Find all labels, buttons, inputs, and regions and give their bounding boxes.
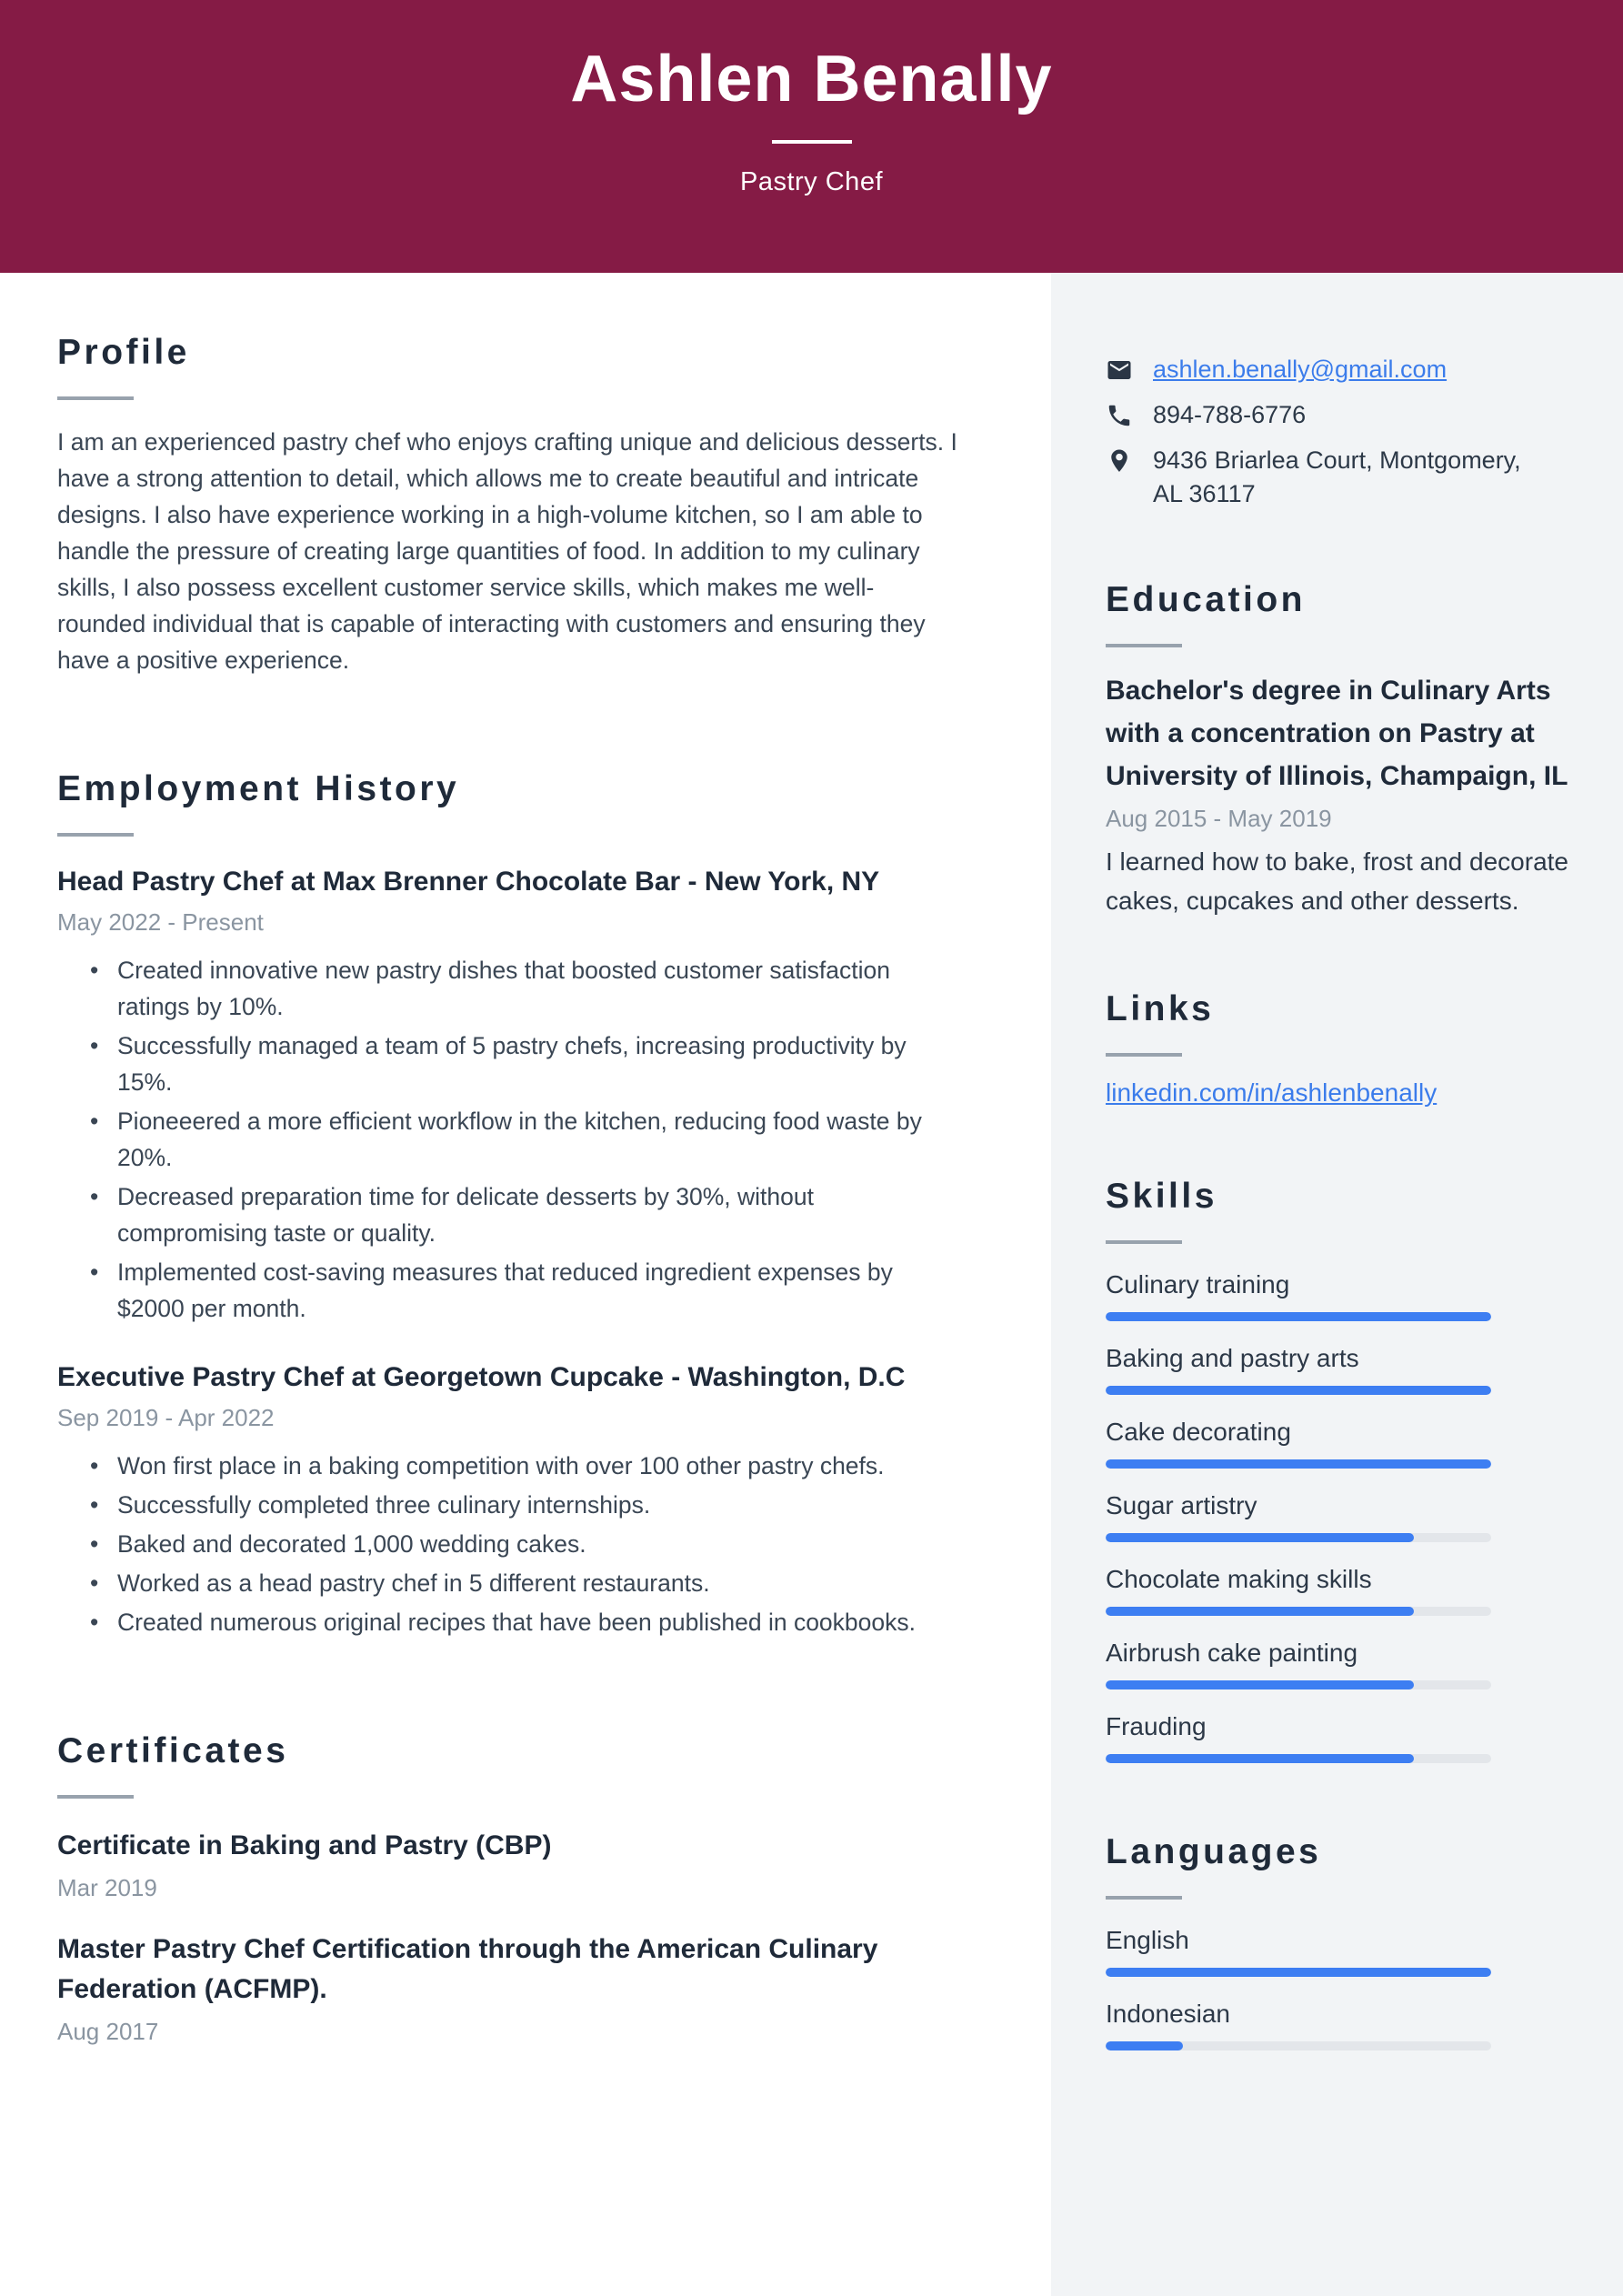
job-dates: May 2022 - Present [57, 908, 264, 936]
job-bullet: • Worked as a head pastry chef in 5 different restaurants. [117, 1565, 958, 1601]
skill-item [1106, 1417, 1573, 1469]
skill-item [1106, 1343, 1573, 1395]
section-divider [57, 833, 134, 837]
contact-address-row [1106, 444, 1573, 511]
certificate-title: Certificate in Baking and Pastry (CBP) [57, 1830, 552, 1860]
skill-item [1106, 1638, 1573, 1689]
phone-number: 894-788-6776 [1153, 401, 1307, 428]
education-description: I learned how to bake, frost and decorate cakes, cupcakes and other desserts. [1106, 847, 1568, 915]
education-dates: Aug 2015 - May 2019 [1106, 805, 1332, 832]
job-bullet: • Pioneeered a more efficient workflow in the kitchen, reducing food waste by 20%. [117, 1103, 958, 1176]
certificate-list [57, 1826, 974, 2046]
job-bullet: • Decreased preparation time for delicate desserts by 30%, without compromising taste or quality. [117, 1178, 958, 1251]
language-item [1106, 1999, 1573, 2050]
bar-fill [1106, 1533, 1414, 1542]
section-divider [57, 396, 134, 400]
job-bullet: • Implemented cost-saving measures that reduced ingredient expenses by $2000 per month. [117, 1254, 958, 1327]
bar-track [1106, 1680, 1491, 1689]
section-divider [57, 1795, 134, 1799]
person-name: Ashlen Benally [570, 43, 1053, 115]
bar-label: Airbrush cake painting [1106, 1639, 1358, 1667]
bar-track [1106, 1533, 1491, 1542]
skill-item [1106, 1564, 1573, 1616]
degree-title: Bachelor's degree in Culinary Arts with a concentration on Pastry at University of Illinois, Champaign, IL [1106, 676, 1568, 791]
header-banner [0, 0, 1623, 273]
certificate-title: Master Pastry Chef Certification through the American Culinary Federation (ACFMP). [57, 1934, 878, 2004]
employment-heading: Employment History [57, 769, 460, 808]
bar-label: Indonesian [1106, 2000, 1231, 2028]
bar-label: Culinary training [1106, 1270, 1290, 1298]
job-bullet: • Created innovative new pastry dishes that boosted customer satisfaction ratings by 10%. [117, 952, 958, 1025]
job-title: Executive Pastry Chef at Georgetown Cupcake - Washington, D.C [57, 1362, 906, 1392]
sidebar [1051, 273, 1623, 2296]
job-dates: Sep 2019 - Apr 2022 [57, 1404, 275, 1431]
languages-section [1106, 1832, 1573, 2050]
job-bullet-list [57, 1448, 974, 1640]
skills-heading: Skills [1106, 1177, 1217, 1216]
linkedin-link[interactable]: linkedin.com/in/ashlenbenally [1106, 1078, 1438, 1107]
email-icon [1106, 356, 1133, 384]
bar-label: Chocolate making skills [1106, 1565, 1372, 1593]
language-item [1106, 1925, 1573, 1977]
job-bullet: • Successfully managed a team of 5 pastry chefs, increasing productivity by 15%. [117, 1028, 958, 1100]
job-entry [57, 864, 974, 1327]
bar-fill [1106, 1312, 1491, 1321]
skill-item [1106, 1711, 1573, 1763]
bar-fill [1106, 2041, 1183, 2050]
employment-section [57, 769, 974, 1640]
bar-track [1106, 1459, 1491, 1469]
profile-section [57, 333, 974, 678]
certificate-entry [57, 1930, 974, 2046]
language-list [1106, 1925, 1573, 2050]
job-list [57, 864, 974, 1640]
address-text: 9436 Briarlea Court, Montgomery, AL 36117 [1153, 446, 1521, 507]
job-entry [57, 1359, 974, 1640]
bar-track [1106, 1312, 1491, 1321]
bar-track [1106, 1386, 1491, 1395]
profile-heading: Profile [57, 333, 190, 372]
education-section [1106, 580, 1573, 920]
bar-track [1106, 1607, 1491, 1616]
certificate-date: Aug 2017 [57, 2018, 159, 2045]
main-column [0, 273, 1051, 2296]
education-heading: Education [1106, 580, 1307, 619]
contact-phone-row [1106, 398, 1573, 432]
links-heading: Links [1106, 989, 1215, 1028]
certificate-entry [57, 1826, 974, 1902]
link-list [1106, 1078, 1573, 1108]
bar-label: English [1106, 1926, 1189, 1954]
content-columns [0, 273, 1623, 2296]
languages-heading: Languages [1106, 1832, 1322, 1871]
bar-track [1106, 1754, 1491, 1763]
header-divider [772, 140, 852, 144]
skills-section [1106, 1177, 1573, 1763]
bar-track [1106, 1968, 1491, 1977]
certificate-date: Mar 2019 [57, 1874, 157, 1901]
section-divider [1106, 1240, 1182, 1244]
section-divider [1106, 1896, 1182, 1900]
skill-item [1106, 1490, 1573, 1542]
skill-list [1106, 1269, 1573, 1763]
bar-fill [1106, 1386, 1491, 1395]
skill-item [1106, 1269, 1573, 1321]
job-role-subtitle: Pastry Chef [740, 166, 883, 196]
bar-fill [1106, 1459, 1491, 1469]
phone-icon [1106, 402, 1133, 429]
job-bullet: • Successfully completed three culinary internships. [117, 1487, 958, 1523]
bar-label: Cake decorating [1106, 1418, 1291, 1446]
contact-email-row [1106, 353, 1573, 386]
certificates-heading: Certificates [57, 1731, 289, 1770]
job-bullet-list [57, 952, 974, 1327]
bar-label: Frauding [1106, 1712, 1207, 1740]
links-section [1106, 989, 1573, 1108]
section-divider [1106, 1053, 1182, 1057]
section-divider [1106, 644, 1182, 647]
bar-fill [1106, 1607, 1414, 1616]
bar-fill [1106, 1754, 1414, 1763]
location-icon [1106, 447, 1133, 475]
bar-label: Baking and pastry arts [1106, 1344, 1359, 1372]
bar-fill [1106, 1680, 1414, 1689]
bar-fill [1106, 1968, 1491, 1977]
job-bullet: • Created numerous original recipes that have been published in cookbooks. [117, 1604, 958, 1640]
job-bullet: • Won first place in a baking competition with over 100 other pastry chefs. [117, 1448, 958, 1484]
profile-text: I am an experienced pastry chef who enjoys crafting unique and delicious desserts. I have a strong attention to detail, which allows me to create beautiful and intricate designs. I also have experience working in a high-volume kitchen, so I am able to handle the pressure of creating large quantities of food. In addition to my culinary skills, I also possess excellent customer service skills, which makes me well-rounded individual that is capable of interacting with customers and ensuring they have a positive experience. [57, 428, 957, 674]
bar-label: Sugar artistry [1106, 1491, 1257, 1519]
job-bullet: • Baked and decorated 1,000 wedding cakes. [117, 1526, 958, 1562]
email-link[interactable]: ashlen.benally@gmail.com [1153, 356, 1448, 383]
contact-block [1106, 353, 1573, 511]
certificates-section [57, 1731, 974, 2046]
job-title: Head Pastry Chef at Max Brenner Chocolate Bar - New York, NY [57, 867, 880, 897]
bar-track [1106, 2041, 1491, 2050]
